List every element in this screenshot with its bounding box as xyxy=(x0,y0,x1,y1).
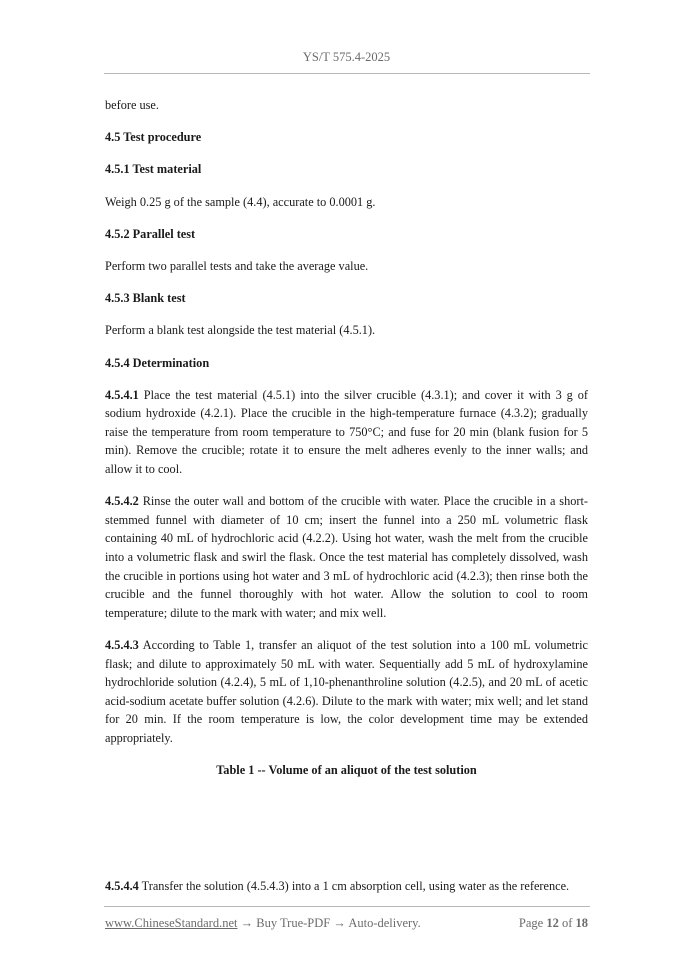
page-current: 12 xyxy=(546,916,559,930)
arrow-right-icon: → xyxy=(330,916,349,930)
page-header xyxy=(0,50,693,65)
clause-text: Transfer the solution (4.5.4.3) into a 1 cm absorption cell, using water as the reference. xyxy=(138,879,570,893)
page-of: of xyxy=(561,916,573,930)
clause-text: According to Table 1, transfer an aliquot of the test solution into a 100 mL volumetric flask; and dilute to approximately 50 mL with water. Sequentially add 5 mL of hydroxylamine hydrochloride solution (4.2.4), 5 mL of 1,10-phenanthroline solution (4.2.5), and 20 mL of acetic acid-sodium acetate buffer solution (4.2.6). Dilute to the mark with water; mix well; and let stand for 20 min. If the room temperature is low, the color development time may be extended appropriately. xyxy=(105,638,588,745)
paragraph-4-5-4-2 xyxy=(105,492,588,622)
paragraph-4-5-4-3 xyxy=(105,636,588,748)
paragraph-4-5-3: Perform a blank test alongside the test material (4.5.1). xyxy=(105,323,376,338)
table-title: Table 1 -- Volume of an aliquot of the test solution xyxy=(216,763,477,778)
site-link[interactable]: www.ChineseStandard.net xyxy=(105,916,238,930)
delivery-text: Auto-delivery. xyxy=(348,916,421,930)
section-heading-4-5-4: 4.5.4 Determination xyxy=(105,355,210,370)
footer-promo xyxy=(105,916,421,931)
section-heading-4-5-1: 4.5.1 Test material xyxy=(105,162,202,177)
paragraph-4-5-4-4 xyxy=(105,877,588,896)
page-total: 18 xyxy=(575,916,588,930)
header-divider xyxy=(104,73,590,74)
page-label: Page xyxy=(518,916,544,930)
paragraph-4-5-4-1 xyxy=(105,386,588,479)
standard-code: YS/T 575.4-2025 xyxy=(302,50,391,64)
section-heading-4-5-2: 4.5.2 Parallel test xyxy=(105,226,196,241)
clause-text: Rinse the outer wall and bottom of the crucible with water. Place the crucible in a short-stemmed funnel with diameter of 10 cm; insert the funnel into a 250 mL volumetric flask containing 40 mL of hydrochloric acid (4.2.2). Using hot water, wash the melt from the crucible into a volumetric flask and swirl the flask. Once the test material has completely dissolved, wash the crucible in portions using hot water and 3 mL of hydrochloric acid (4.2.3); then rinse both the crucible and the funnel thoroughly with hot water. Allow the solution to cool to room temperature; dilute to the mark with water; and mix well. xyxy=(105,494,588,620)
paragraph-4-5-2: Perform two parallel tests and take the average value. xyxy=(105,258,369,273)
clause-number: 4.5.4.4 xyxy=(105,879,139,893)
clause-text: Place the test material (4.5.1) into the silver crucible (4.3.1); and cover it with 3 g of sodium hydroxide (4.2.1). Place the crucible in the high-temperature furnace (4.3.2); gradually raise the temperature from room temperature to 750°C; and fuse for 20 min (blank fusion for 5 min). Remove the crucible; rotate it to ensure the melt adheres evenly to the inner walls; and allow it to cool. xyxy=(105,387,588,477)
buy-pdf-text: Buy True-PDF xyxy=(256,916,331,930)
page-number xyxy=(519,916,588,931)
section-heading-4-5: 4.5 Test procedure xyxy=(105,130,202,145)
document-body xyxy=(105,96,588,780)
intro-line: before use. xyxy=(105,98,159,112)
section-heading-4-5-3: 4.5.3 Blank test xyxy=(105,291,186,306)
footer-divider xyxy=(104,906,590,907)
clause-number: 4.5.4.2 xyxy=(105,494,139,509)
clause-number: 4.5.4.1 xyxy=(105,387,139,402)
clause-number: 4.5.4.3 xyxy=(105,638,139,652)
arrow-right-icon: → xyxy=(237,916,257,930)
paragraph-4-5-1: Weigh 0.25 g of the sample (4.4), accurate to 0.0001 g. xyxy=(105,194,376,209)
